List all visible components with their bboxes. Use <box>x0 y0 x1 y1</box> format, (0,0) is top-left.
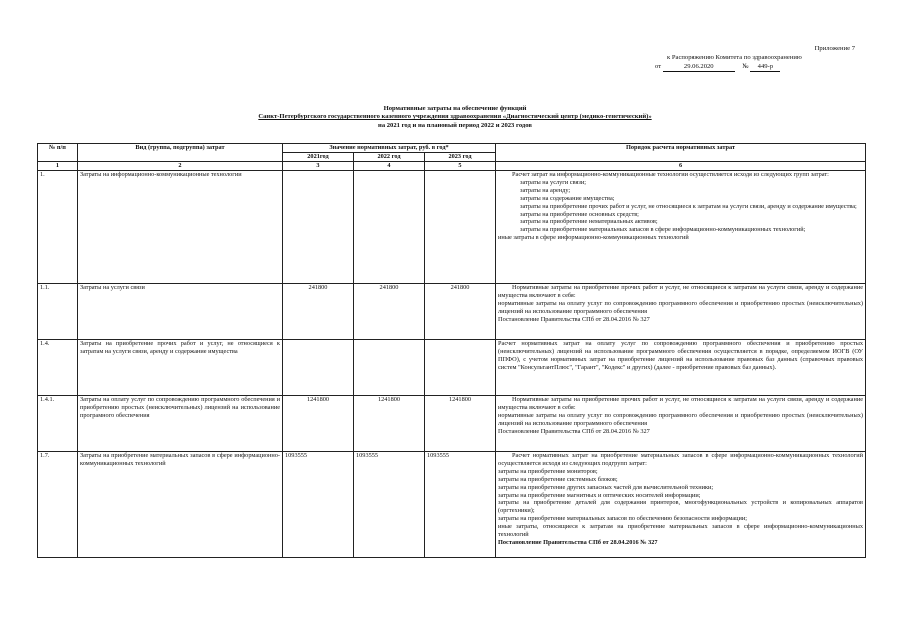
header-order: Порядок расчета нормативных затрат <box>496 144 866 162</box>
desc-paragraph: затраты на приобретение основных средств; <box>520 210 639 218</box>
row-value-2023: 1241800 <box>425 396 496 452</box>
row-kind: Затраты на приобретение материальных запасов в сфере информационно-коммуникационных технологий <box>78 452 283 558</box>
row-num: 1.1. <box>38 284 78 340</box>
desc-paragraph: Расчет нормативных затрат на приобретение материальных запасов в сфере информационно-коммуникационных технологий осуществляется исходя из следующих подгрупп затрат: <box>498 452 864 467</box>
header-values: Значение нормативных затрат, руб. в год* <box>283 144 496 153</box>
row-num: 1.7. <box>38 452 78 558</box>
row-description <box>496 284 866 340</box>
row-num: 1. <box>38 171 78 284</box>
appendix-doc-number: 449-р <box>750 62 780 72</box>
row-value-2021: 1241800 <box>283 396 354 452</box>
table-row <box>38 340 866 396</box>
row-description <box>496 396 866 452</box>
header-2023: 2023 год <box>425 153 496 162</box>
table-row <box>38 171 866 284</box>
row-value-2021: 1093555 <box>283 452 354 558</box>
row-value-2021: 241800 <box>283 284 354 340</box>
desc-paragraph: затраты на приобретение мониторов; <box>498 467 598 475</box>
desc-paragraph: затраты на приобретение деталей для содержания принтеров, многофункциональных устройств и копировальных аппаратов (оргтехники); <box>498 499 864 515</box>
desc-paragraph: Нормативные затраты на приобретение прочих работ и услуг, не относящиеся к затратам на услуги связи, аренду и содержание имущества включают в себя: <box>498 284 864 299</box>
col-number: 3 <box>283 162 354 171</box>
header-2022: 2022 год <box>354 153 425 162</box>
desc-paragraph: нормативные затраты на оплату услуг по сопровождению программного обеспечения и приобретению простых (неисключительных) лицензий на использование программного обеспечения <box>498 411 864 427</box>
col-number: 1 <box>38 162 78 171</box>
costs-table <box>37 143 866 558</box>
row-value-2023 <box>425 340 496 396</box>
row-description <box>496 171 866 284</box>
desc-paragraph: затраты на услуги связи; <box>520 178 586 186</box>
desc-paragraph: затраты на содержание имущества; <box>520 194 615 202</box>
col-number: 5 <box>425 162 496 171</box>
desc-paragraph: затраты на приобретение нематериальных активов; <box>520 218 658 226</box>
table-row <box>38 396 866 452</box>
row-value-2021 <box>283 340 354 396</box>
desc-paragraph: затраты на приобретение других запасных частей для вычислительной техники; <box>498 483 714 491</box>
row-value-2022 <box>354 340 425 396</box>
desc-paragraph: затраты на аренду; <box>520 186 571 194</box>
table-row <box>38 452 866 558</box>
row-value-2022 <box>354 171 425 284</box>
row-value-2022: 1093555 <box>354 452 425 558</box>
desc-paragraph: нормативные затраты на оплату услуг по сопровождению программного обеспечения и приобретению простых (неисключительных) лицензий на использование программного обеспечения <box>498 299 864 315</box>
desc-paragraph: затраты на приобретение системных блоков; <box>498 475 618 483</box>
row-kind: Затраты на оплату услуг по сопровождению программного обеспечения и приобретению простых (неисключительных) лицензий на использование програмного обеспечения <box>78 396 283 452</box>
title-line-1: Нормативные затраты на обеспечение функций <box>383 105 527 112</box>
row-description <box>496 340 866 396</box>
row-value-2022: 1241800 <box>354 396 425 452</box>
title-line-2: Санкт-Петербургского государственного казенного учреждения здравоохранения «Диагностический центр (медико-генетический)» <box>258 113 652 121</box>
col-number: 2 <box>78 162 283 171</box>
appendix-date-line <box>655 62 855 72</box>
row-value-2023 <box>425 171 496 284</box>
desc-paragraph: затраты на приобретение материальных запасов по обеспечению безопасности информации; <box>498 515 747 523</box>
desc-paragraph: затраты на приобретение прочих работ и услуг, не относящиеся к затратам на услуги связи, аренду и содержание имущества; <box>520 202 857 210</box>
table-row <box>38 284 866 340</box>
desc-paragraph: затраты на приобретение материальных запасов в сфере информационно-коммуникационных технологий; <box>520 226 806 234</box>
row-kind: Затраты на приобретение прочих работ и услуг, не относящиеся к затратам на услуги связи, аренду и содержание имущества <box>78 340 283 396</box>
desc-paragraph: иные затраты, относящиеся к затратам на приобретение материальных запасов в сфере информационно-коммуникационных технологий <box>498 523 864 539</box>
title-line-3: на 2021 год и на плановый период 2022 и 2023 годов <box>378 121 532 129</box>
from-label: от <box>655 63 662 70</box>
desc-paragraph: Расчет затрат на информационно-коммуникационные технологии осуществляется исходя из следующих групп затрат: <box>512 171 829 178</box>
appendix-date: 29.06.2020 <box>663 62 735 72</box>
row-kind: Затраты на услуги связи <box>78 284 283 340</box>
desc-paragraph: иные затраты в сфере информационно-коммуникационных технологий <box>498 234 689 242</box>
desc-paragraph: Постановление Правительства СПб от 28.04.2016 № 327 <box>498 538 658 546</box>
header-kind: Вид (группа, подгруппа) затрат <box>78 144 283 162</box>
row-value-2022: 241800 <box>354 284 425 340</box>
appendix-line: к Распоряжению Комитета по здравоохранению <box>667 54 802 61</box>
desc-paragraph: Расчет нормативных затрат на оплату услуг по сопровождению программного обеспечения и приобретению простых (неисключительных) лицензий на использование программного обеспечения осуществляется в порядке, определяемом ИОГВ (ОУ ППФО), с учетом нормативных затрат на приобретение лицензий на использование правовых баз данных (справочных правовых систем "КонсультантПлюс", "Гарант", "Кодекс" и других) (далее - приобретение правовых баз данных). <box>498 340 864 371</box>
row-value-2023: 241800 <box>425 284 496 340</box>
row-description <box>496 452 866 558</box>
header-2021: 2021год <box>283 153 354 162</box>
col-number: 4 <box>354 162 425 171</box>
desc-paragraph: затраты на приобретение магнитных и оптических носителей информации; <box>498 491 701 499</box>
desc-paragraph: Нормативные затраты на приобретение прочих работ и услуг, не относящиеся к затратам на услуги связи, аренду и содержание имущества включают в себя: <box>498 396 864 411</box>
appendix-block <box>655 44 855 72</box>
no-label: № <box>742 63 749 70</box>
row-num: 1.4.1. <box>38 396 78 452</box>
row-kind: Затраты на информационно-коммуникационные технологии <box>78 171 283 284</box>
appendix-number: Приложение 7 <box>814 45 855 52</box>
desc-paragraph: Постановление Правительства СПб от 28.04.2016 № 327 <box>498 427 650 435</box>
row-value-2023: 1093555 <box>425 452 496 558</box>
row-value-2021 <box>283 171 354 284</box>
row-num: 1.4. <box>38 340 78 396</box>
col-number: 6 <box>496 162 866 171</box>
header-num: № п/п <box>38 144 78 162</box>
document-title <box>60 105 850 130</box>
desc-paragraph: Постановление Правительства СПб от 28.04.2016 № 327 <box>498 315 650 323</box>
